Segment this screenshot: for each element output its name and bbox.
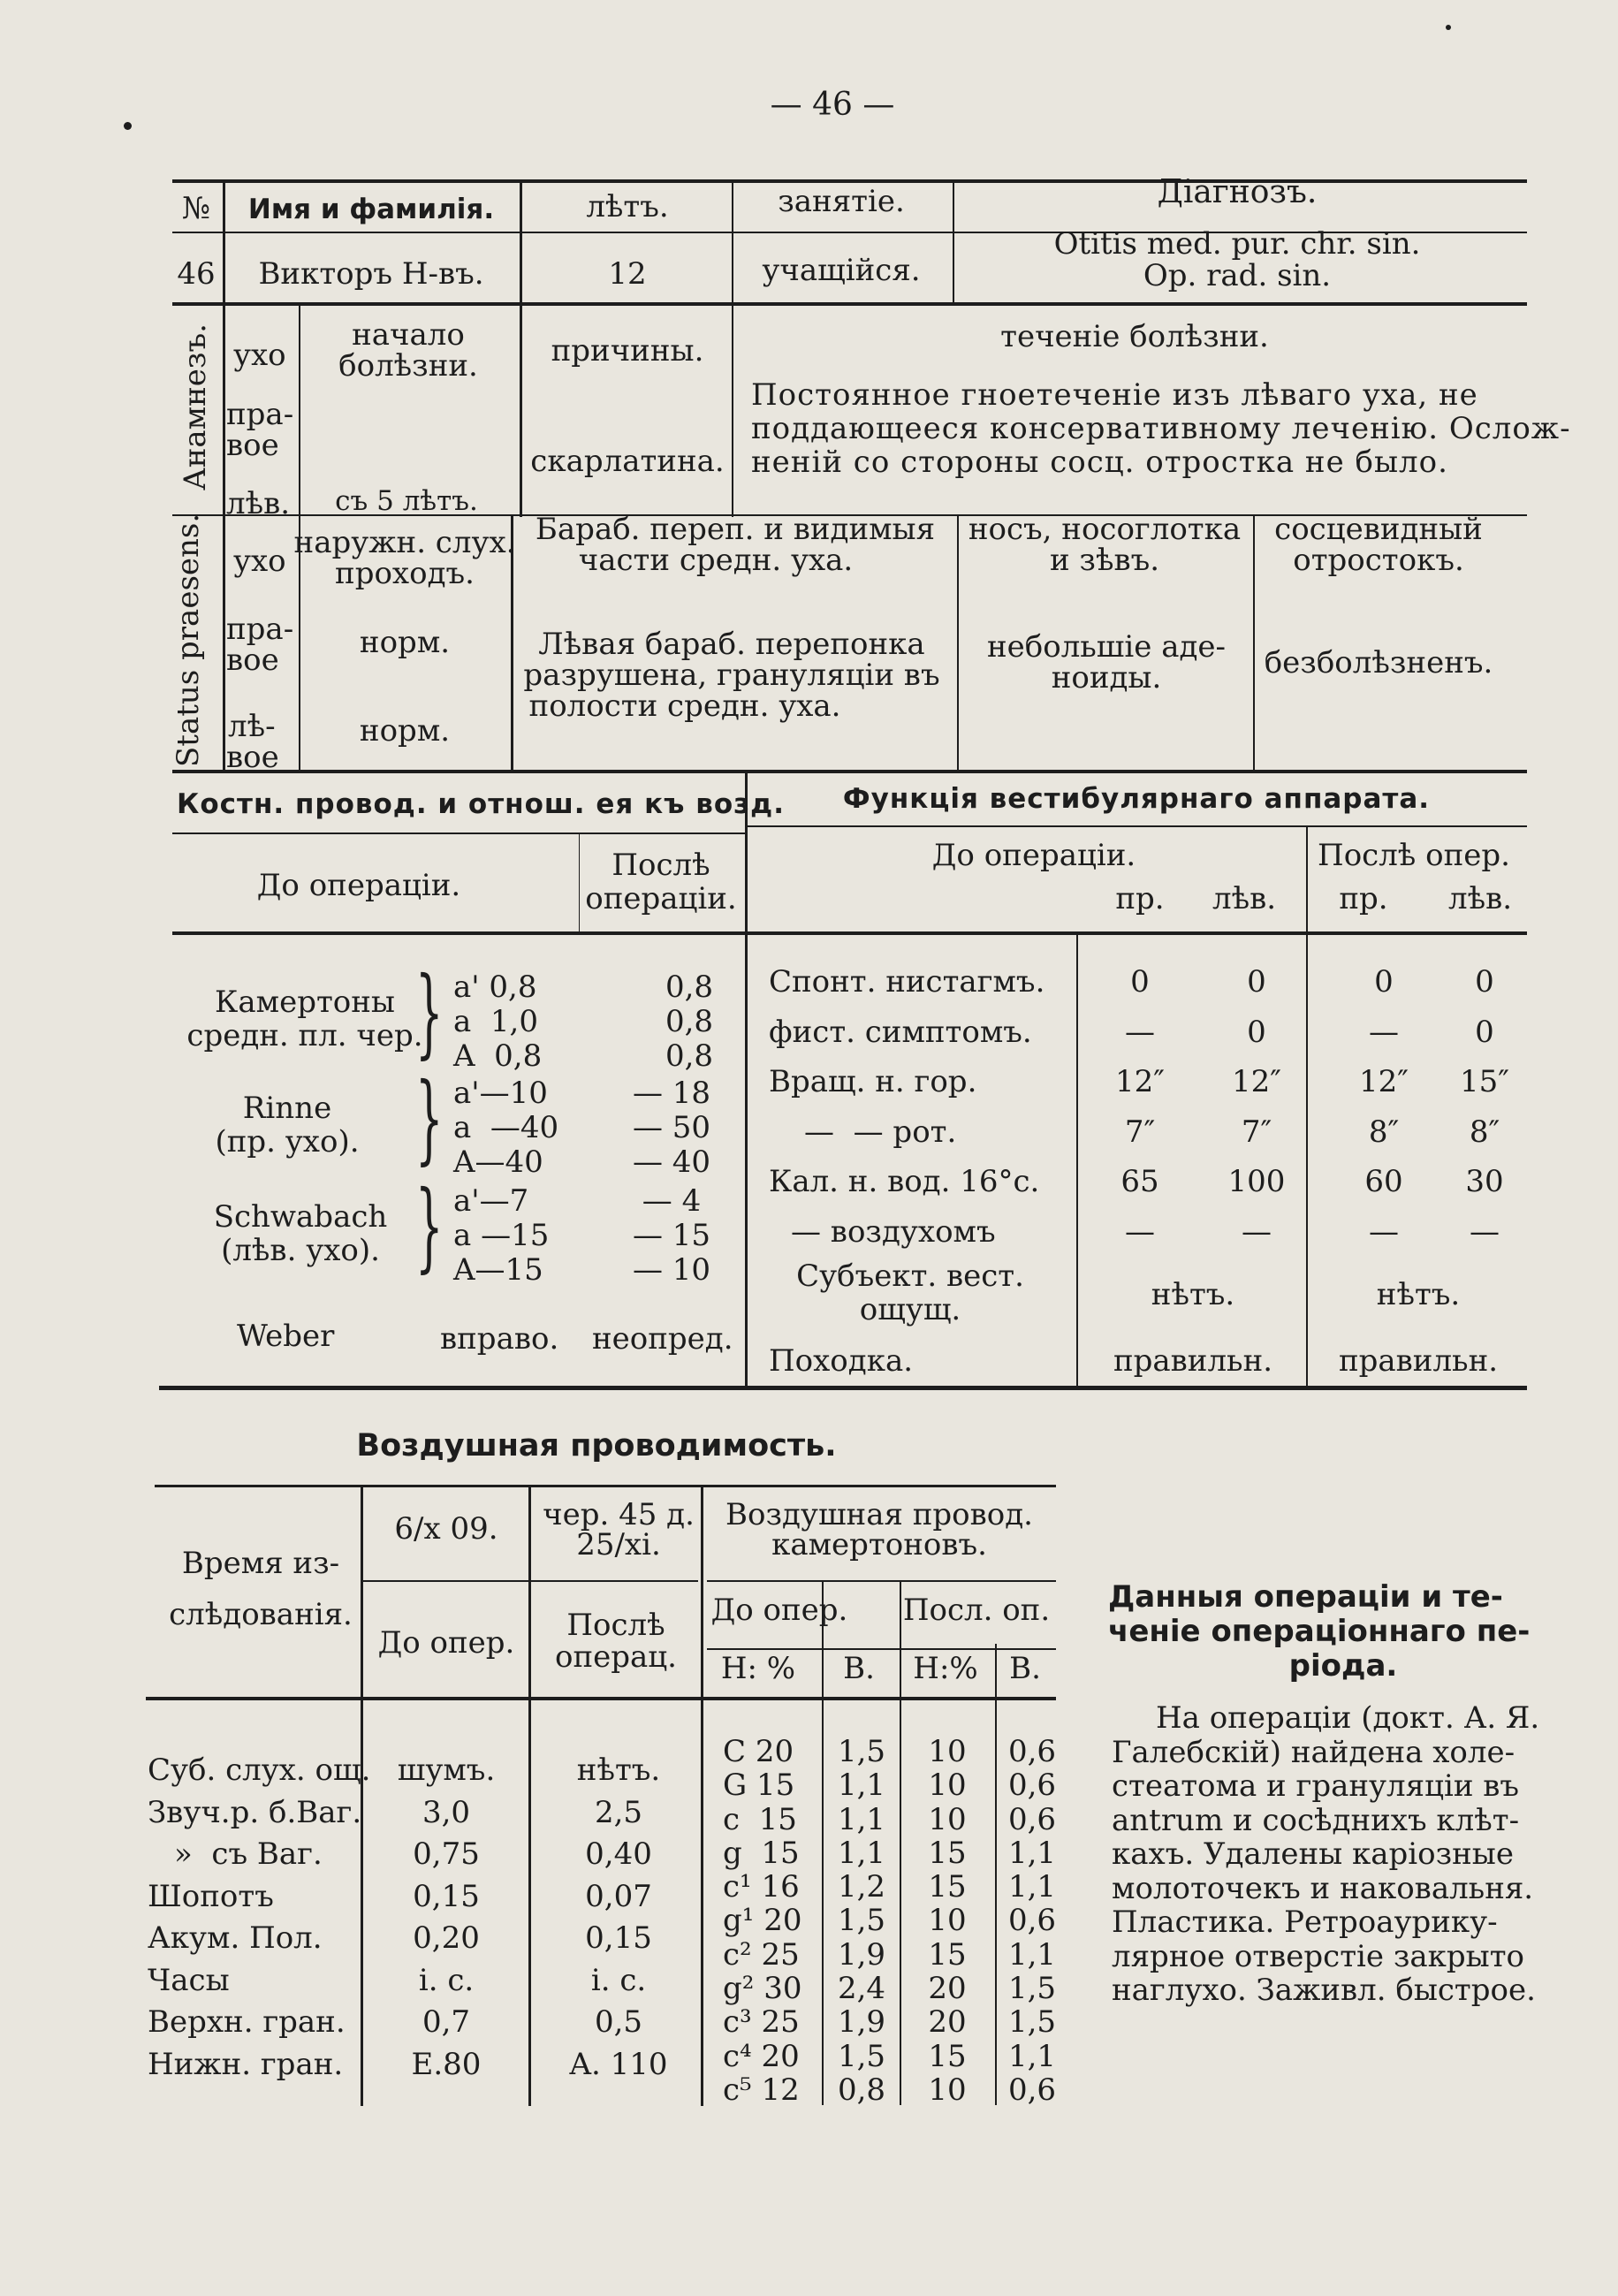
ear-label: ухо (233, 338, 286, 373)
vest-value: 65 (1120, 1164, 1159, 1199)
diagnosis-line-2: Op. rad. sin. (1143, 258, 1332, 293)
vest-col-3 (1340, 957, 1428, 1257)
vest-value: — (1369, 1014, 1399, 1050)
fork: g 15 (723, 1835, 800, 1871)
vest-value: 0 (1475, 1014, 1494, 1050)
time-head-2: слѣдованія. (169, 1597, 353, 1632)
onset-left: съ 5 лѣтъ. (335, 485, 478, 517)
fork-list (723, 1735, 801, 2107)
onset-head-1: начало (352, 317, 465, 353)
op-title-1: Данныя операціи и те- (1108, 1579, 1503, 1615)
bone-group-2-label-2: (пр. ухо). (215, 1124, 360, 1159)
rule (223, 305, 225, 517)
op-line: На операціи (докт. А. Я. (1156, 1700, 1540, 1736)
air-value: шумъ. (397, 1752, 496, 1788)
air-label: Суб. слух. ощ. (148, 1752, 371, 1788)
vest-value: — (1470, 1213, 1500, 1250)
b-value: 1,5 (837, 1903, 886, 1939)
key: A—40 (453, 1144, 543, 1180)
mastoid-head-1: сосцевидный (1274, 512, 1483, 547)
tuning-head-2: камертоновъ. (771, 1527, 987, 1562)
h-value: 15 (928, 2038, 967, 2074)
rule (1306, 935, 1308, 1386)
value: — 15 (632, 1218, 711, 1253)
vest-label: — — рот. (804, 1114, 957, 1150)
op-line: лярное отверстіе закрыто (1112, 1938, 1525, 1974)
b-value: 1,5 (1007, 1971, 1057, 2007)
vest-label: Вращ. н. гор. (769, 1064, 977, 1099)
rule (223, 516, 225, 772)
bone-group-1-label-1: Камертоны (215, 985, 395, 1020)
right-label-2: вое (226, 428, 279, 463)
brace-icon: } (415, 1061, 444, 1175)
course-line-2: поддающееся консервативному леченію. Ослож- (751, 411, 1571, 446)
h-pct-2: H:% (913, 1651, 978, 1686)
subj-after: нѣтъ. (1376, 1277, 1461, 1312)
value: — 4 (642, 1183, 702, 1219)
b-value: 1,1 (1007, 2038, 1057, 2074)
air-col-before (371, 1750, 521, 2086)
air-value: нѣтъ. (576, 1752, 661, 1788)
h-pct-1: H: % (720, 1651, 796, 1686)
time-head-1: Время из- (181, 1546, 340, 1581)
h-value: 10 (928, 1903, 967, 1939)
before-op: До опер. (377, 1625, 515, 1661)
vest-value: 0 (1374, 964, 1394, 1000)
vest-value: 0 (1130, 964, 1150, 1000)
vest-label: фист. симптомъ. (769, 1014, 1032, 1050)
air-value: 0,5 (594, 2004, 643, 2040)
status-right-1: пра- (226, 612, 294, 647)
causes-left: скарлатина. (530, 444, 725, 479)
h-after-col (903, 1735, 991, 2107)
op-line: молоточекъ и наковальня. (1112, 1870, 1534, 1906)
fork: c⁴ 20 (723, 2038, 800, 2074)
status-left-1: лѣ- (228, 709, 276, 744)
value: — 40 (632, 1144, 711, 1180)
value: 0,8 (665, 1004, 714, 1039)
vest-value: 0 (1247, 1014, 1266, 1050)
vest-value: — (1125, 1014, 1155, 1050)
t-before: До опер. (710, 1593, 848, 1628)
rule (579, 834, 580, 931)
air-label: Шопотъ (148, 1878, 274, 1914)
ink-speck (1446, 25, 1451, 30)
h-value: 15 (928, 1936, 967, 1973)
h-value: 20 (928, 1971, 967, 2007)
rule (957, 516, 959, 772)
fork: g¹ 20 (723, 1903, 802, 1939)
status-right-2: вое (226, 642, 279, 678)
vest-after: Послѣ опер. (1318, 838, 1510, 873)
header-name: Имя и фамилія. (247, 194, 495, 225)
rule (172, 832, 745, 834)
b-value: 1,5 (1007, 2004, 1057, 2041)
canal-left: норм. (359, 713, 451, 749)
rule (172, 770, 1527, 773)
air-value: 0,7 (422, 2004, 471, 2040)
op-line: Пластика. Ретроаурику- (1112, 1904, 1498, 1940)
drum-left-3: полости средн. уха. (528, 688, 841, 724)
vest-lev-2: лѣв. (1447, 881, 1513, 916)
key: a'—10 (453, 1076, 548, 1111)
rule (299, 305, 300, 517)
brace-icon: } (415, 1169, 444, 1282)
vest-value: 12″ (1115, 1064, 1165, 1099)
date-2b: 25/xi. (576, 1527, 661, 1562)
canal-head-1: наружн. слух. (293, 525, 516, 560)
tuning-head-1: Воздушная провод. (725, 1497, 1033, 1532)
after-op-1: Послѣ (566, 1608, 665, 1643)
b-value: 1,1 (837, 1768, 886, 1804)
vest-title: Функція вестибулярнаго аппарата. (842, 783, 1431, 815)
b-1: B. (843, 1651, 875, 1686)
air-title: Воздушная проводимость. (356, 1428, 837, 1464)
fork: c⁵ 12 (723, 2072, 800, 2108)
fork: c 15 (723, 1801, 797, 1837)
value: — 50 (632, 1110, 711, 1145)
vest-value: 8″ (1469, 1114, 1500, 1150)
air-label: Верхн. гран. (148, 2004, 346, 2040)
rule (1076, 935, 1078, 1386)
left-label: лѣв. (226, 486, 291, 521)
rule (1253, 516, 1255, 772)
b-value: 1,1 (1007, 1869, 1057, 1905)
nose-head-2: и зѣвъ. (1049, 543, 1160, 578)
bone-group-2-keys (453, 1076, 558, 1180)
rule (155, 1485, 1056, 1487)
b-value: 0,6 (1007, 1801, 1057, 1837)
drum-left-2: разрушена, грануляціи въ (523, 658, 940, 693)
air-value: 0,20 (413, 1920, 480, 1956)
rule (172, 931, 1527, 935)
vest-row-labels (769, 957, 1044, 1257)
rule (172, 302, 1527, 306)
rule (745, 772, 748, 1386)
air-value: 3,0 (422, 1794, 471, 1830)
vest-value: — (1125, 1213, 1155, 1250)
bone-after-1: Послѣ (611, 848, 710, 883)
status-label: Status praesens. (171, 513, 206, 767)
b-value: 0,6 (1007, 1903, 1057, 1939)
vest-value: 0 (1247, 964, 1266, 1000)
air-value: 0,15 (585, 1920, 652, 1956)
ink-speck (124, 122, 132, 130)
mastoid-val: безболѣзненъ. (1264, 645, 1493, 680)
bone-before: До операціи. (256, 868, 461, 903)
rule (953, 181, 954, 305)
b-value: 0,8 (837, 2072, 886, 2108)
b-value: 2,4 (837, 1971, 886, 2007)
rule (520, 305, 522, 517)
rule (520, 181, 522, 305)
drum-left-1: Лѣвая бараб. перепонка (538, 627, 925, 662)
b-value: 1,1 (1007, 1936, 1057, 1973)
vest-label: — воздухомъ (791, 1213, 996, 1250)
diagnosis-line-1: Otitis med. pur. chr. sin. (1053, 226, 1421, 262)
rule (1306, 827, 1308, 931)
vest-col-2 (1212, 957, 1301, 1257)
after-op-2: операц. (555, 1639, 677, 1675)
rule (146, 1697, 1056, 1700)
op-line: стеатома и грануляціи въ (1112, 1768, 1520, 1804)
b-2: B. (1009, 1651, 1041, 1686)
subj-label-1: Субъект. вест. (796, 1258, 1024, 1294)
air-value: 0,15 (413, 1878, 480, 1914)
air-label: » съ Ваг. (174, 1836, 323, 1872)
vest-col-4 (1440, 957, 1529, 1257)
b-value: 0,6 (1007, 1768, 1057, 1804)
nose-val-2: ноиды. (1051, 660, 1162, 696)
patient-age: 12 (608, 256, 647, 292)
b-value: 1,1 (837, 1801, 886, 1837)
gait-before: правильн. (1113, 1343, 1273, 1379)
date-1: 6/х 09. (394, 1511, 498, 1547)
fork: c¹ 16 (723, 1869, 800, 1905)
gait-label: Походка. (769, 1343, 914, 1379)
vest-col-1 (1096, 957, 1184, 1257)
h-value: 10 (928, 1801, 967, 1837)
key: a —40 (453, 1110, 559, 1145)
b-value: 1,1 (837, 1835, 886, 1871)
b-value: 1,5 (837, 2038, 886, 2074)
nose-head-1: носъ, носоглотка (968, 512, 1242, 547)
fork: G 15 (723, 1768, 795, 1804)
rule (701, 1487, 703, 2106)
b-value: 0,6 (1007, 1734, 1057, 1769)
rule (223, 181, 225, 305)
gait-after: правильн. (1338, 1343, 1499, 1379)
rule (528, 1487, 531, 2106)
rule (732, 181, 733, 305)
bone-group-1-vals (636, 970, 742, 1074)
status-ear: ухо (233, 544, 286, 579)
weber-label: Weber (237, 1319, 335, 1354)
bone-group-1-keys (453, 970, 542, 1074)
value: 0,8 (665, 969, 714, 1005)
bone-group-2-vals (619, 1076, 725, 1180)
air-value: i. c. (590, 1962, 647, 1998)
bone-after-2: операціи. (585, 881, 737, 916)
weber-before: вправо. (440, 1321, 559, 1357)
h-value: 10 (928, 1768, 967, 1804)
course-line-1: Постоянное гноетеченіе изъ лѣваго уха, не (751, 377, 1478, 413)
air-value: 0,75 (413, 1836, 480, 1872)
air-label: Звуч.р. б.Ваг. (148, 1794, 362, 1830)
fork: C 20 (723, 1734, 794, 1769)
patient-name: Викторъ Н-въ. (258, 256, 484, 292)
vest-value: 60 (1364, 1164, 1403, 1199)
vest-value: — (1242, 1213, 1272, 1250)
bone-group-1-label-2: средн. пл. чер. (186, 1018, 423, 1053)
b-after-col (997, 1735, 1067, 2107)
subj-label-2: ощущ. (859, 1292, 961, 1327)
op-text (1112, 1701, 1539, 2008)
header-no: № (181, 191, 211, 226)
vest-value: 15″ (1460, 1064, 1509, 1099)
vest-value: 7″ (1241, 1114, 1272, 1150)
anamnesis-label: Анамнезъ. (178, 323, 213, 490)
key: a' 0,8 (453, 969, 537, 1005)
rule (900, 1582, 901, 2105)
vest-label: Спонт. нистагмъ. (769, 964, 1045, 1000)
key: A 0,8 (453, 1038, 543, 1074)
key: a 1,0 (453, 1004, 538, 1039)
onset-head-2: болѣзни. (338, 348, 478, 384)
air-value: 0,40 (585, 1836, 652, 1872)
fork: g² 30 (723, 1971, 802, 2007)
bone-group-3-label-1: Schwabach (213, 1199, 388, 1235)
header-occupation: занятіе. (778, 184, 905, 219)
h-value: 10 (928, 1734, 967, 1769)
b-value: 1,9 (837, 2004, 886, 2041)
vest-label: Кал. н. вод. 16°с. (769, 1164, 1040, 1199)
fork: c³ 25 (723, 2004, 800, 2041)
canal-head-2: проходъ. (335, 556, 475, 591)
bone-title: Костн. провод. и отнош. ея къ возд. (177, 788, 785, 820)
b-value: 1,1 (1007, 1835, 1057, 1871)
status-left-2: вое (226, 740, 279, 775)
b-before-col (824, 1735, 900, 2107)
rule (159, 1386, 1527, 1390)
bone-group-3-vals (619, 1184, 725, 1288)
vest-lev-1: лѣв. (1212, 881, 1277, 916)
rule (172, 179, 1527, 183)
air-label: Акум. Пол. (148, 1920, 323, 1956)
key: a'—7 (453, 1183, 529, 1219)
bone-group-2-label-1: Rinne (242, 1091, 332, 1126)
mastoid-head-2: отростокъ. (1293, 543, 1464, 578)
op-line: наглухо. Заживл. быстрое. (1112, 1973, 1536, 2008)
t-after: Посл. оп. (902, 1593, 1051, 1628)
b-value: 1,2 (837, 1869, 886, 1905)
op-title-2: ченіе операціоннаго пе- (1108, 1614, 1531, 1649)
vest-before: До операціи. (931, 838, 1136, 873)
vest-value: 100 (1227, 1164, 1286, 1199)
h-value: 15 (928, 1835, 967, 1871)
h-value: 10 (928, 2072, 967, 2108)
rule (732, 305, 733, 517)
air-value: 2,5 (594, 1794, 643, 1830)
air-value: 0,07 (585, 1878, 652, 1914)
drum-head-1: Бараб. переп. и видимыя (535, 512, 936, 547)
value: 0,8 (665, 1038, 714, 1074)
op-line: Галебскій) найдена холе- (1112, 1734, 1515, 1770)
rule (707, 1580, 1056, 1582)
patient-occupation: учащійся. (762, 253, 921, 288)
air-col-after (539, 1750, 698, 2086)
op-title-3: ріода. (1288, 1648, 1398, 1684)
drum-head-2: части средн. уха. (578, 543, 854, 578)
vest-value: 7″ (1124, 1114, 1156, 1150)
date-2a: чер. 45 д. (543, 1497, 695, 1532)
air-value: i. c. (418, 1962, 475, 1998)
header-diagnosis: Діагнозъ. (1157, 174, 1318, 210)
vest-value: 12″ (1232, 1064, 1281, 1099)
vest-value: 12″ (1359, 1064, 1409, 1099)
nose-val-1: небольшіе аде- (986, 629, 1227, 665)
op-line: antrum и сосѣднихъ клѣт- (1112, 1802, 1520, 1838)
right-label-1: пра- (226, 397, 294, 432)
vest-value: 8″ (1368, 1114, 1400, 1150)
causes-head: причины. (551, 333, 704, 369)
air-value: E.80 (411, 2046, 482, 2082)
vest-pr-1: пр. (1115, 881, 1165, 916)
vest-value: — (1369, 1213, 1399, 1250)
brace-icon: } (415, 955, 444, 1068)
b-value: 0,6 (1007, 2072, 1057, 2108)
fork: c² 25 (723, 1936, 800, 1973)
value: — 10 (632, 1252, 711, 1288)
air-label: Часы (148, 1962, 230, 1998)
value: — 18 (632, 1076, 711, 1111)
course-head: теченіе болѣзни. (1000, 319, 1269, 354)
canal-right: норм. (359, 625, 451, 660)
bone-group-3-label-2: (лѣв. ухо). (221, 1233, 380, 1268)
h-value: 15 (928, 1869, 967, 1905)
subj-before: нѣтъ. (1151, 1277, 1235, 1312)
op-line: кахъ. Удалены каріозные (1112, 1836, 1514, 1872)
air-labels (148, 1750, 370, 2086)
air-value: A. 110 (569, 2046, 668, 2082)
header-age: лѣтъ. (586, 189, 669, 224)
b-value: 1,5 (837, 1734, 886, 1769)
h-value: 20 (928, 2004, 967, 2041)
patient-no: 46 (177, 256, 216, 292)
key: A—15 (453, 1252, 543, 1288)
page-number: — 46 — (770, 87, 895, 123)
air-label: Нижн. гран. (148, 2046, 344, 2082)
weber-after: неопред. (592, 1321, 733, 1357)
bone-group-3-keys (453, 1184, 549, 1288)
vest-value: 30 (1465, 1164, 1504, 1199)
course-line-3: неній со стороны сосц. отростка не было. (751, 445, 1448, 480)
rule (747, 825, 1527, 827)
vest-value: 0 (1475, 964, 1494, 1000)
rule (707, 1648, 1056, 1650)
b-value: 1,9 (837, 1936, 886, 1973)
vest-pr-2: пр. (1339, 881, 1388, 916)
key: a —15 (453, 1218, 550, 1253)
